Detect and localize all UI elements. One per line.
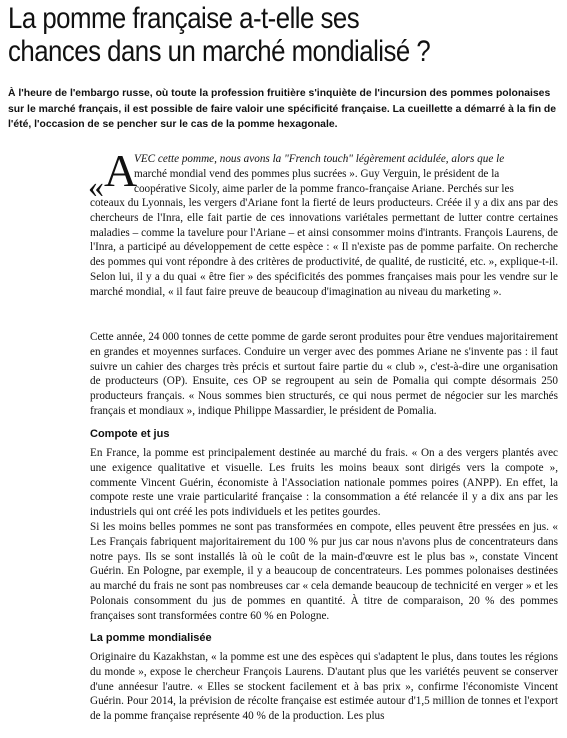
body-paragraph-3 (90, 446, 558, 520)
section-heading-compote: Compote et jus (90, 428, 170, 440)
body-paragraph-5 (90, 650, 558, 724)
body-paragraph-1 (90, 196, 558, 300)
lead-line-1: VEC cette pomme, nous avons la "French touch" légèrement acidulée, alors que le (134, 153, 505, 165)
lead-lines (90, 152, 558, 196)
opening-quote-mark: « (88, 168, 104, 204)
paragraph-text: Cette année, 24 000 tonnes de cette pomme de garde seront produites pour être vendues majoritairement en grandes et moyennes surfaces. Conduire un verger avec des pommes Ariane ne s'invente pas : il faut suivre un cahier des charges très précis et surtout faire partie du « club », c'est-à-dire une organisation de producteurs (OP). Ensuite, ces OP se regroupent au sein de Pomalia qui compte désormais 250 producteurs français. « Nous sommes bien structurés, ce qui nous permet de négocier sur les marchés français et mondiaux », indique Philippe Massardier, le président de Pomalia. (90, 331, 558, 417)
paragraph-text: En France, la pomme est principalement destinée au marché du frais. « On a des vergers plantés avec une exigence qualitative et visuelle. Les fruits les moins beaux sont dirigés vers la compote », commente Vincent Guérin, économiste à l'Association nationale pommes poires (ANPP). En effet, la compote reste une vraie particularité française : la consommation a été relancée il y a dix ans par les industriels qui ont créé les pots individuels et les petites gourdes. (90, 447, 558, 519)
lead-line-2: marché mondial vend des pommes plus sucrées ». Guy Verguin, le président de la (134, 167, 500, 180)
title-line-1: La pomme française a-t-elle ses (8, 2, 360, 35)
lead-line-3: coopérative Sicoly, aime parler de la pomme franco-française Ariane. Perchés sur les (134, 182, 514, 195)
article-title (8, 2, 558, 68)
body-paragraph-2 (90, 330, 558, 419)
paragraph-text: Si les moins belles pommes ne sont pas transformées en compote, elles peuvent être pressées en jus. « Les Français fabriquent majoritairement du 100 % pur jus car nous n'avons plus de concentrateurs dans notre pays. Ils se sont installés là où le coût de la main-d'œuvre est le plus bas », constate Vincent Guérin. En Pologne, par exemple, il y a beaucoup de concentrateurs. Les pommes polonaises destinées au marché du frais ne sont pas nombreuses car « cela demande beaucoup de technicité en verger » et les Polonais consomment du jus de pommes en quantité. À titre de comparaison, 20 % des pommes françaises sont transformées contre 60 % en Pologne. (90, 521, 558, 622)
article-chapo: À l'heure de l'embargo russe, où toute la profession fruitière s'inquiète de l'incursion des pommes polonaises sur le marché français, il est possible de faire valoir une spécificité française. La cueillette a démarré à la fin de l'été, l'occasion de se pencher sur le cas de la pomme hexagonale. (8, 88, 557, 131)
paragraph-text: Originaire du Kazakhstan, « la pomme est une des espèces qui s'adaptent le plus, dans toutes les régions du monde », expose le chercheur François Laurens. D'autant plus que les variétés peuvent se conserver d'une annéesur l'autre. « Elles se stockent facilement et à bas prix », confirme l'économiste Vincent Guérin. Pour 2014, la prévision de récolte française est estimée autour d'1,5 million de tonnes et l'export de la pomme française représente 40 % de la production. Les plus (90, 651, 558, 723)
drop-cap: A (104, 145, 138, 196)
title-line-2: chances dans un marché mondialisé ? (8, 35, 431, 68)
paragraph-text: coteaux du Lyonnais, les vergers d'Ariane font la fierté de leurs producteurs. Créée il y a dix ans par des chercheurs de l'Inra, elle fait partie de ces innovations variétales permettant de lutter contre certaines maladies – comme la tavelure pour l'Ariane – et ainsi consommer moins d'intrants. François Laurens, de l'Inra, a participé au développement de cette espèce : « Il n'existe pas de pomme parfaite. On recherche des pommes qui vont répondre à des critères de productivité, de qualité, de rusticité, etc. », explique-t-il. Selon lui, il y a du quai « être fier » des spécificités des pommes françaises mais pour les vendre sur le marché mondial, « il faut faire preuve de beaucoup d'imagination au niveau du marketing ». (90, 197, 558, 298)
section-heading-mondialisee: La pomme mondialisée (90, 632, 212, 644)
body-paragraph-4 (90, 520, 558, 624)
